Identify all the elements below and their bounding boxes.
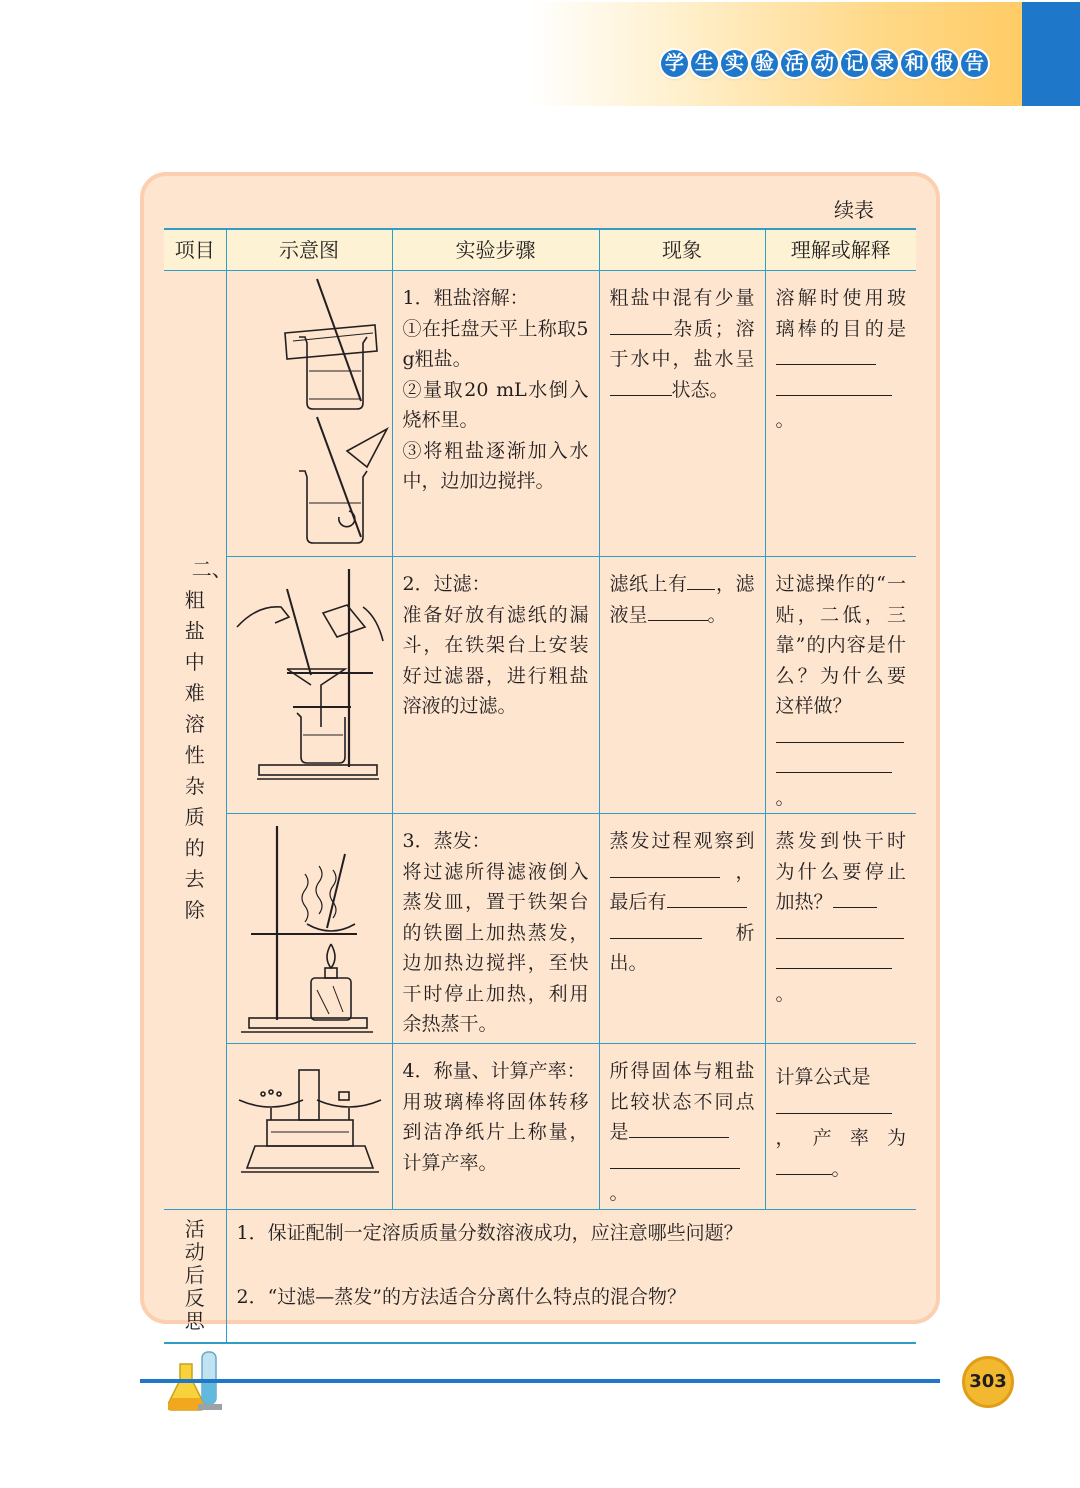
header-title-char: 动 xyxy=(811,50,838,77)
footer-rule xyxy=(140,1379,940,1383)
header-title-char: 记 xyxy=(841,50,868,77)
phenomenon-text: 。 xyxy=(609,1182,629,1204)
col-header-figure: 示意图 xyxy=(226,229,392,271)
reflection-question: 2．“过滤—蒸发”的方法适合分离什么特点的混合物？ xyxy=(236,1285,687,1308)
explanation-text: 计算公式是 xyxy=(775,1066,871,1088)
col-header-project: 项目 xyxy=(164,229,226,271)
table-row xyxy=(164,271,916,557)
step-line: 准备好放有滤纸的漏斗，在铁架台上安装好过滤器，进行粗盐溶液的过滤。 xyxy=(402,603,589,717)
phenomenon-text: ，最后有 xyxy=(609,860,755,913)
table-row xyxy=(164,557,916,814)
section-label-char: 二、 xyxy=(191,556,232,581)
reflection-question: 1．保证配制一定溶质质量分数溶液成功，应注意哪些问题？ xyxy=(236,1221,743,1244)
explanation-filter xyxy=(765,557,916,814)
reflection-label-char: 动 xyxy=(184,1240,205,1265)
fill-blank[interactable] xyxy=(776,724,904,743)
explanation-evaporate xyxy=(765,814,916,1044)
header-title-char: 学 xyxy=(661,50,688,77)
fill-blank[interactable] xyxy=(610,920,702,939)
phenomenon-text: 所得固体与粗盐比较状态不同点是 xyxy=(609,1060,755,1143)
header-title-char: 录 xyxy=(871,50,898,77)
section-label-char: 的 xyxy=(184,835,205,860)
step-line: 将过滤所得滤液倒入蒸发皿，置于铁架台的铁圈上加热蒸发，边加热边搅拌，至快干时停止加热，利用余热蒸干。 xyxy=(402,860,589,1035)
step-title: 4．称量、计算产率： xyxy=(402,1060,586,1082)
continued-label: 续表 xyxy=(834,198,874,222)
phenomenon-dissolve xyxy=(599,271,765,557)
table-header-row xyxy=(164,229,916,271)
fill-blank[interactable] xyxy=(776,950,892,969)
explanation-text: 过滤操作的“一贴，二低，三靠”的内容是什么？为什么要这样做？ xyxy=(775,573,906,717)
section-label-char: 盐 xyxy=(184,618,205,643)
reflection-questions xyxy=(226,1209,916,1343)
table-row xyxy=(164,814,916,1044)
balance-figure xyxy=(226,1044,392,1210)
step-dissolve xyxy=(392,271,599,557)
fill-blank[interactable] xyxy=(610,859,720,878)
step-evaporate xyxy=(392,814,599,1044)
col-header-phenomenon: 现象 xyxy=(599,229,765,271)
header-title-char: 和 xyxy=(901,50,928,77)
explanation-text: 。 xyxy=(775,786,795,809)
step-line: ①在托盘天平上称取5 g粗盐。 xyxy=(402,317,589,370)
fill-blank[interactable] xyxy=(687,571,715,590)
header-title-char: 生 xyxy=(691,50,718,77)
phenomenon-filter xyxy=(599,557,765,814)
fill-blank[interactable] xyxy=(776,1095,892,1114)
explanation-text: ，产率为 xyxy=(775,1127,906,1149)
reflection-label-char: 反 xyxy=(184,1286,205,1311)
step-line: ③将粗盐逐渐加入水中，边加边搅拌。 xyxy=(402,439,589,492)
fill-blank[interactable] xyxy=(776,754,892,773)
table-row xyxy=(164,1044,916,1210)
step-weigh xyxy=(392,1044,599,1210)
phenomenon-text: 杂质；溶于水中，盐水呈 xyxy=(609,317,755,370)
header-title-char: 报 xyxy=(931,50,958,77)
fill-blank[interactable] xyxy=(776,920,904,939)
fill-blank[interactable] xyxy=(610,377,672,396)
explanation-text: 。 xyxy=(831,1157,851,1180)
fill-blank[interactable] xyxy=(776,1156,832,1175)
fill-blank[interactable] xyxy=(776,346,876,365)
fill-blank[interactable] xyxy=(776,377,892,396)
reflection-label-char: 活 xyxy=(184,1217,205,1242)
section-label-char: 溶 xyxy=(184,711,205,736)
reflection-row xyxy=(164,1209,916,1343)
section-label xyxy=(164,271,232,1210)
step-filter xyxy=(392,557,599,814)
phenomenon-text: 滤纸上有 xyxy=(609,573,688,595)
header-title-char: 验 xyxy=(751,50,778,77)
phenomenon-text: 粗盐中混有少量 xyxy=(609,287,755,309)
section-label-char: 难 xyxy=(184,680,205,705)
phenomenon-text: 蒸发过程观察到 xyxy=(609,830,755,852)
col-header-explanation: 理解或解释 xyxy=(765,229,916,271)
reflection-label xyxy=(164,1209,226,1343)
header-title-char: 告 xyxy=(961,50,988,77)
explanation-weigh xyxy=(765,1044,916,1210)
fill-blank[interactable] xyxy=(667,889,747,908)
reflection-label-char: 思 xyxy=(184,1309,205,1334)
explanation-text: 。 xyxy=(775,409,795,431)
explanation-text: 。 xyxy=(775,982,795,1005)
fill-blank[interactable] xyxy=(629,1119,729,1138)
header-blue-tab xyxy=(1022,2,1080,106)
section-label-char: 性 xyxy=(184,742,205,767)
step-title: 3．蒸发： xyxy=(402,830,491,852)
section-label-char: 质 xyxy=(184,804,205,829)
header-title-char: 实 xyxy=(721,50,748,77)
phenomenon-text: 。 xyxy=(707,603,727,626)
section-label-char: 中 xyxy=(184,649,205,674)
header-title xyxy=(661,50,988,77)
explanation-dissolve xyxy=(765,271,916,557)
explanation-text: 蒸发到快干时为什么要停止加热？ xyxy=(775,830,906,913)
reflection-label-char: 后 xyxy=(184,1263,205,1288)
experiment-table xyxy=(164,228,916,1344)
filter-figure xyxy=(226,557,392,814)
page-number: 303 xyxy=(962,1356,1014,1408)
section-label-char: 粗 xyxy=(184,587,205,612)
col-header-steps: 实验步骤 xyxy=(392,229,599,271)
step-line: ②量取20 mL水倒入烧杯里。 xyxy=(402,378,589,431)
step-title: 2．过滤： xyxy=(402,573,491,595)
fill-blank[interactable] xyxy=(610,316,672,335)
fill-blank[interactable] xyxy=(648,602,708,621)
explanation-text: 溶解时使用玻璃棒的目的是 xyxy=(775,287,906,340)
phenomenon-weigh xyxy=(599,1044,765,1210)
phenomenon-text: 状态。 xyxy=(671,378,729,401)
fill-blank[interactable] xyxy=(833,889,877,908)
section-label-char: 杂 xyxy=(184,773,205,798)
step-line: 用玻璃棒将固体转移到洁净纸片上称量，计算产率。 xyxy=(402,1090,589,1174)
evaporate-figure xyxy=(226,814,392,1044)
header-title-char: 活 xyxy=(781,50,808,77)
phenomenon-text: ，滤液呈 xyxy=(609,573,755,626)
section-label-char: 除 xyxy=(184,897,205,922)
fill-blank[interactable] xyxy=(610,1150,740,1169)
phenomenon-evaporate xyxy=(599,814,765,1044)
phenomenon-text: 析出。 xyxy=(609,921,755,974)
step-title: 1．粗盐溶解： xyxy=(402,287,529,309)
section-label-char: 去 xyxy=(184,866,205,891)
dissolve-figure xyxy=(226,271,392,557)
